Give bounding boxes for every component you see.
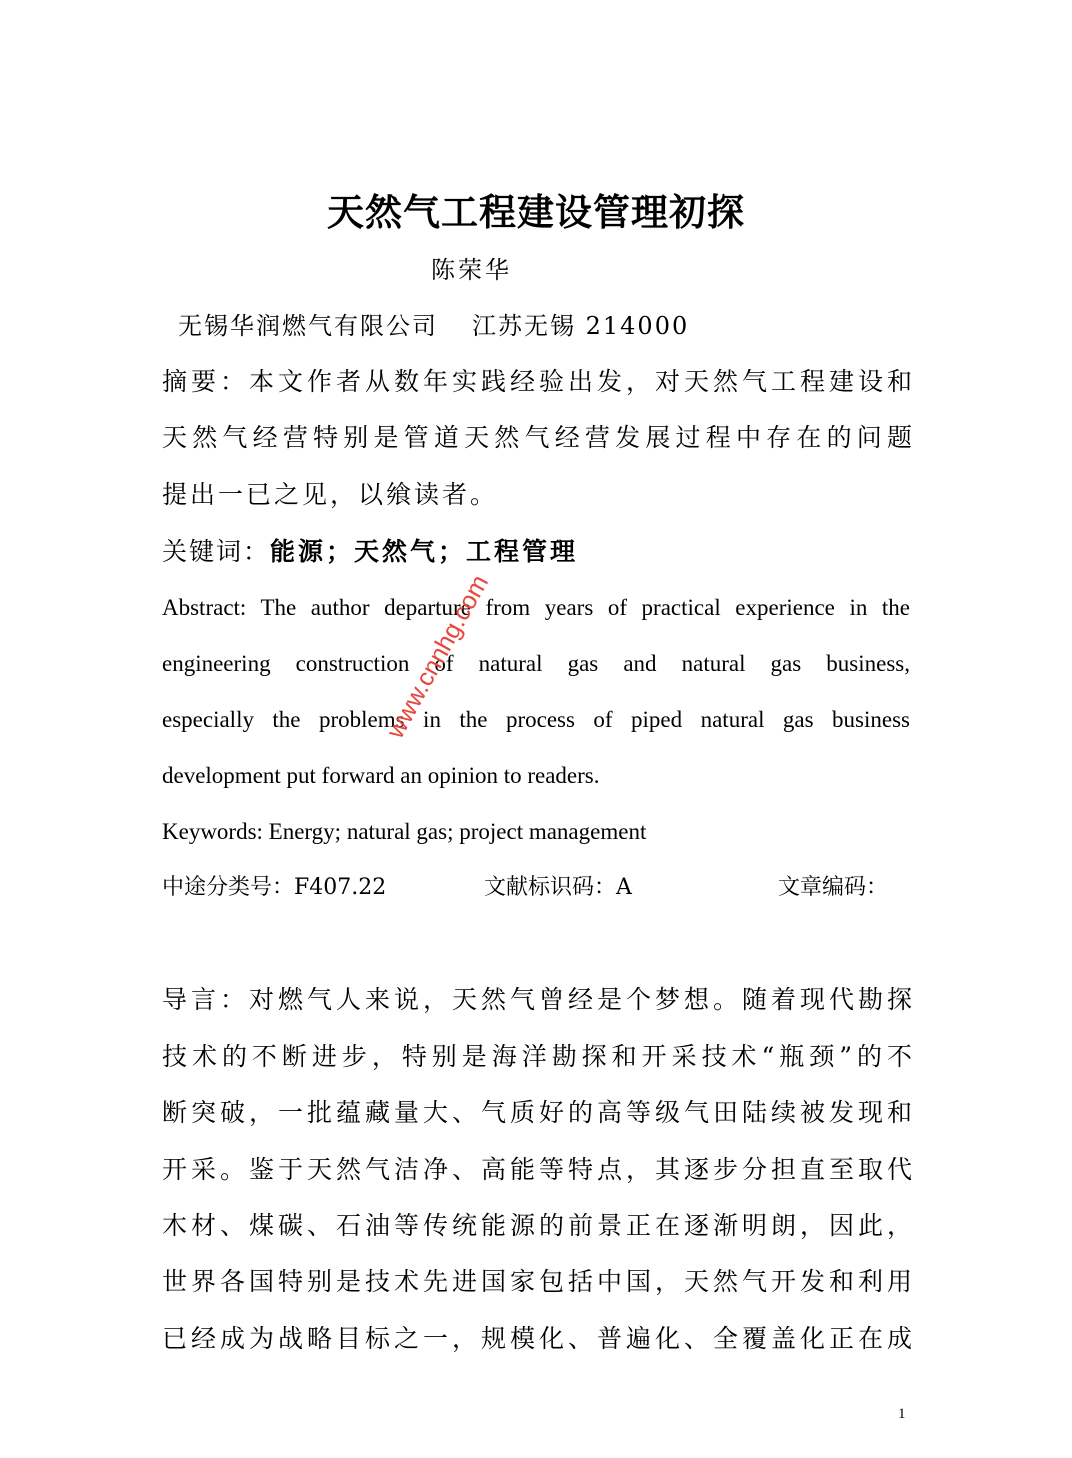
author-name: 陈荣华 bbox=[431, 256, 512, 284]
article-number: 文章编码： bbox=[778, 875, 889, 900]
intro-line: 世界各国特别是技术先进国家包括中国，天然气开发和利用 bbox=[162, 1267, 912, 1296]
affiliation-company: 无锡华润燃气有限公司 bbox=[178, 312, 438, 340]
abstract-cn-line: 提出一已之见，以飨读者。 bbox=[162, 480, 499, 509]
paper-title: 天然气工程建设管理初探 bbox=[327, 191, 745, 234]
abstract-en-line: engineering construction of natural gas and natural gas business, bbox=[162, 651, 910, 676]
abstract-cn-line: 摘要：本文作者从数年实践经验出发，对天然气工程建设和 bbox=[162, 367, 912, 396]
abstract-en-line: especially the problems in the process of piped natural gas business bbox=[162, 707, 910, 732]
intro-line: 木材、煤碳、石油等传统能源的前景正在逐渐明朗，因此， bbox=[162, 1211, 912, 1240]
keywords-cn-value: 能源；天然气；工程管理 bbox=[270, 537, 579, 566]
intro-line: 技术的不断进步，特别是海洋勘探和开采技术“瓶颈”的不 bbox=[162, 1042, 912, 1071]
affiliation-location: 江苏无锡 214000 bbox=[472, 312, 690, 340]
affiliation bbox=[178, 308, 689, 344]
abstract-en-line: development put forward an opinion to readers. bbox=[162, 763, 600, 788]
intro-line: 断突破，一批蕴藏量大、气质好的高等级气田陆续被发现和 bbox=[162, 1098, 912, 1127]
intro-line: 开采。鉴于天然气洁净、高能等特点，其逐步分担直至取代 bbox=[162, 1155, 912, 1184]
document-code: 文献标识码：A bbox=[484, 875, 632, 900]
keywords-en: Keywords: Energy; natural gas; project management bbox=[162, 819, 647, 844]
clc-number: 中途分类号：F407.22 bbox=[162, 875, 387, 900]
keywords-cn-label: 关键词： bbox=[162, 537, 271, 566]
abstract-en-line: Abstract: The author departure from years of practical experience in the bbox=[162, 595, 910, 620]
intro-line: 导言：对燃气人来说，天然气曾经是个梦想。随着现代勘探 bbox=[162, 985, 912, 1014]
keywords-cn bbox=[162, 534, 578, 570]
intro-line: 已经成为战略目标之一，规模化、普遍化、全覆盖化正在成 bbox=[162, 1324, 912, 1353]
abstract-cn-line: 天然气经营特别是管道天然气经营发展过程中存在的问题 bbox=[162, 423, 912, 452]
page-number: 1 bbox=[898, 1406, 906, 1422]
watermark: www.cnnhg.com bbox=[381, 570, 495, 744]
